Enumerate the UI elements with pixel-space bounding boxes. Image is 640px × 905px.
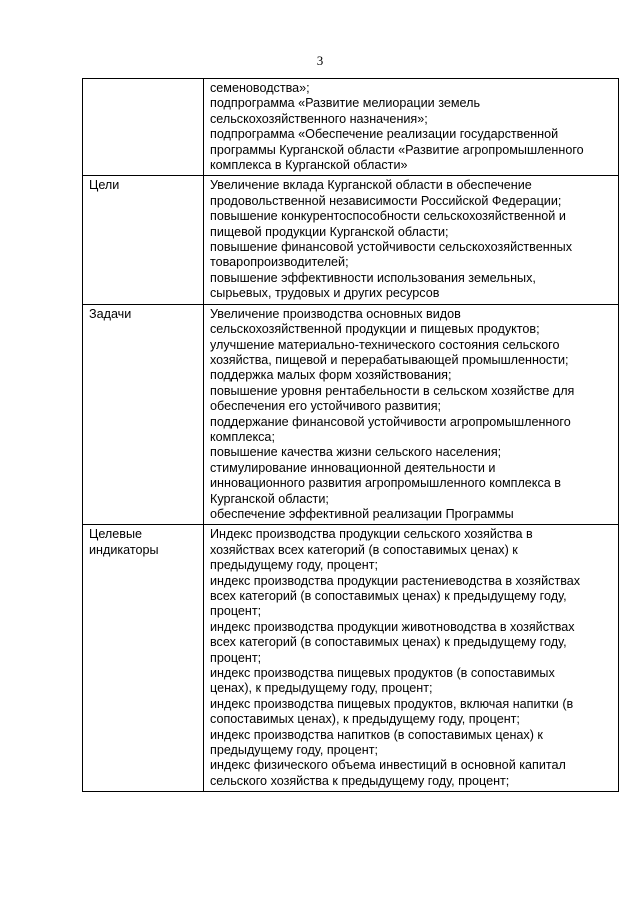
- table-row: [83, 79, 619, 176]
- row-content-line: Индекс производства продукции сельского хозяйства в: [210, 527, 533, 542]
- row-content-line: подпрограмма «Развитие мелиорации земель: [210, 96, 481, 111]
- row-content-line: процент;: [210, 650, 262, 665]
- row-content-line: комплекса в Курганской области»: [210, 158, 408, 173]
- table-row: [83, 176, 619, 304]
- row-content-line: повышение эффективности использования земельных,: [210, 270, 536, 285]
- row-content-cell: [204, 79, 619, 176]
- row-content-line: индекс производства продукции животноводства в хозяйствах: [210, 619, 575, 634]
- row-content-line: сельскохозяйственной продукции и пищевых продуктов;: [210, 322, 540, 337]
- table-row: [83, 525, 619, 792]
- row-content-line: улучшение материально-технического состояния сельского: [210, 337, 560, 352]
- row-content-line: обеспечение эффективной реализации Программы: [210, 506, 514, 521]
- row-content-line: обеспечения его устойчивого развития;: [210, 399, 442, 414]
- row-content-line: индекс производства пищевых продуктов, включая напитки (в: [210, 696, 574, 711]
- row-content-line: Увеличение производства основных видов: [210, 306, 461, 321]
- row-content-line: ценах), к предыдущему году, процент;: [210, 681, 433, 696]
- row-content-cell: [204, 304, 619, 525]
- row-content-line: индекс производства продукции растениеводства в хозяйствах: [210, 573, 581, 588]
- row-label-cell: [83, 79, 204, 176]
- row-content-line: повышение финансовой устойчивости сельскохозяйственных: [210, 240, 572, 255]
- row-label-cell: [83, 525, 204, 792]
- row-label-line: индикаторы: [89, 542, 159, 557]
- passport-table-body: [83, 79, 619, 792]
- row-content-line: предыдущему году, процент;: [210, 743, 378, 758]
- row-content-line: стимулирование инновационной деятельности и: [210, 460, 496, 475]
- row-content-line: Курганской области;: [210, 491, 329, 506]
- row-content-line: товаропроизводителей;: [210, 255, 349, 270]
- row-content-line: программы Курганской области «Развитие агропромышленного: [210, 142, 584, 157]
- passport-table: [82, 78, 619, 792]
- row-content-line: поддержка малых форм хозяйствования;: [210, 368, 452, 383]
- row-content-cell: [204, 176, 619, 304]
- row-content-line: предыдущему году, процент;: [210, 558, 378, 573]
- row-label-line: Задачи: [89, 306, 132, 321]
- row-content-line: индекс производства пищевых продуктов (в сопоставимых: [210, 666, 555, 681]
- row-content-line: Увеличение вклада Курганской области в обеспечение: [210, 178, 532, 193]
- row-content-line: подпрограмма «Обеспечение реализации государственной: [210, 127, 559, 142]
- row-content-line: индекс производства напитков (в сопоставимых ценах) к: [210, 727, 543, 742]
- row-content-line: повышение конкурентоспособности сельскохозяйственной и: [210, 209, 566, 224]
- row-content-line: семеноводства»;: [210, 81, 310, 95]
- row-label-cell: [83, 176, 204, 304]
- row-content-line: инновационного развития агропромышленного комплекса в: [210, 476, 561, 491]
- row-content-line: индекс физического объема инвестиций в основной капитал: [210, 758, 566, 773]
- row-content-line: повышение качества жизни сельского населения;: [210, 445, 502, 460]
- row-content-line: всех категорий (в сопоставимых ценах) к предыдущему году,: [210, 589, 567, 603]
- row-content-line: хозяйствах всех категорий (в сопоставимых ценах) к: [210, 542, 518, 557]
- row-content-line: всех категорий (в сопоставимых ценах) к предыдущему году,: [210, 635, 567, 650]
- row-content-line: сельского хозяйства к предыдущему году, процент;: [210, 773, 510, 788]
- row-content-line: продовольственной независимости Российской Федерации;: [210, 193, 562, 208]
- table-row: [83, 304, 619, 525]
- row-label-line: Цели: [89, 178, 120, 193]
- row-content-line: повышение уровня рентабельности в сельском хозяйстве для: [210, 383, 575, 398]
- row-content-line: пищевой продукции Курганской области;: [210, 224, 449, 239]
- row-content-line: процент;: [210, 604, 262, 619]
- row-content-line: сырьевых, трудовых и других ресурсов: [210, 286, 440, 301]
- row-label-line: Целевые: [89, 527, 143, 542]
- row-content-line: хозяйства, пищевой и перерабатывающей промышленности;: [210, 352, 569, 367]
- row-content-line: сопоставимых ценах), к предыдущему году, процент;: [210, 712, 520, 727]
- row-content-line: поддержание финансовой устойчивости агропромышленного: [210, 414, 571, 429]
- row-content-cell: [204, 525, 619, 792]
- row-content-line: сельскохозяйственного назначения»;: [210, 111, 428, 126]
- page-number: 3: [316, 53, 324, 68]
- row-label-cell: [83, 304, 204, 525]
- row-content-line: комплекса;: [210, 429, 275, 444]
